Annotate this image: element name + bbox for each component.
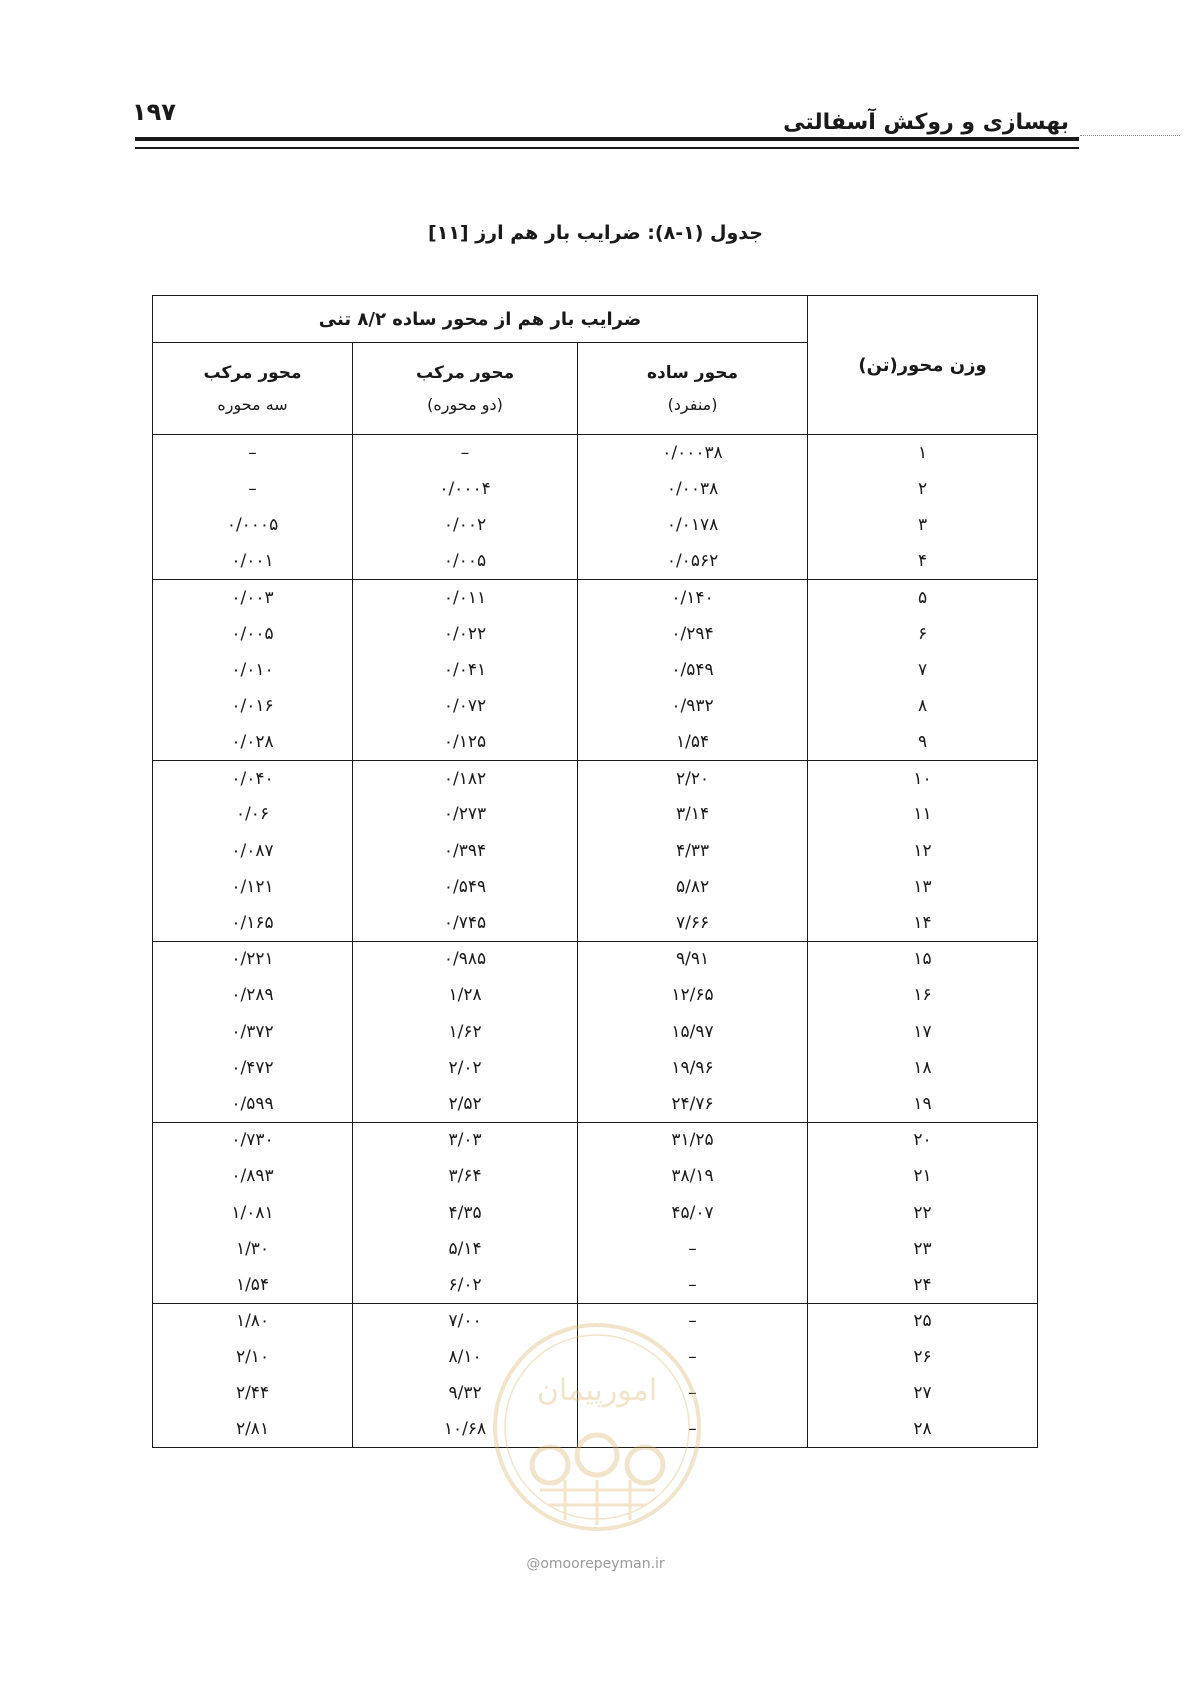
axle-weight-cell: ۱۵: [808, 941, 1038, 977]
tandem-axle-cell: ۱/۲۸: [353, 977, 578, 1013]
axle-weight-cell: ۹: [808, 724, 1038, 760]
table-row: [153, 543, 1038, 579]
axle-weight-cell: ۲۳: [808, 1231, 1038, 1267]
tandem-axle-cell: ۰/۰۰۰۴: [353, 471, 578, 507]
single-axle-header: [578, 343, 808, 435]
single-axle-cell: –: [578, 1412, 808, 1448]
table-row: [153, 471, 1038, 507]
single-axle-cell: ۹/۹۱: [578, 941, 808, 977]
axle-weight-cell: ۸: [808, 688, 1038, 724]
tandem-axle-cell: ۳/۶۴: [353, 1158, 578, 1194]
axle-weight-cell: ۲۴: [808, 1267, 1038, 1303]
tandem-axle-cell: ۳/۰۳: [353, 1122, 578, 1158]
table-row: [153, 507, 1038, 543]
axle-weight-cell: ۲۰: [808, 1122, 1038, 1158]
tandem-axle-cell: ۰/۰۱۱: [353, 579, 578, 615]
tridem-axle-cell: ۰/۰۶: [153, 796, 353, 832]
table-row: [153, 1158, 1038, 1194]
tridem-axle-cell: ۱/۸۰: [153, 1303, 353, 1339]
table-row: [153, 977, 1038, 1013]
watermark-site: @omoorepeyman.ir: [526, 1556, 665, 1572]
tridem-axle-cell: ۰/۰۰۳: [153, 579, 353, 615]
single-axle-cell: –: [578, 1231, 808, 1267]
tridem-axle-cell: ۲/۸۱: [153, 1412, 353, 1448]
axle-weight-cell: ۱۲: [808, 833, 1038, 869]
axle-weight-cell: ۱۶: [808, 977, 1038, 1013]
table-row: [153, 1122, 1038, 1158]
single-axle-cell: ۲/۲۰: [578, 760, 808, 796]
table-row: [153, 652, 1038, 688]
axle-weight-cell: ۵: [808, 579, 1038, 615]
table-row: [153, 1194, 1038, 1230]
single-axle-cell: ۰/۰۵۶۲: [578, 543, 808, 579]
table-row: [153, 579, 1038, 615]
axle-weight-cell: ۱: [808, 435, 1038, 471]
single-axle-cell: ۰/۱۴۰: [578, 579, 808, 615]
load-equivalency-table: [152, 295, 1038, 1448]
axle-weight-cell: ۲۵: [808, 1303, 1038, 1339]
tridem-axle-cell: ۰/۴۷۲: [153, 1050, 353, 1086]
single-axle-cell: ۷/۶۶: [578, 905, 808, 941]
axle-weight-cell: ۱۷: [808, 1014, 1038, 1050]
tandem-axle-cell: ۰/۰۲۲: [353, 615, 578, 651]
tridem-axle-cell: ۰/۵۹۹: [153, 1086, 353, 1122]
axle-weight-cell: ۱۳: [808, 869, 1038, 905]
single-axle-cell: ۱/۵۴: [578, 724, 808, 760]
equivalency-group-header: ضرایب بار هم از محور ساده ۸/۲ تنی: [153, 296, 808, 343]
single-axle-cell: –: [578, 1303, 808, 1339]
table-row: [153, 435, 1038, 471]
single-axle-cell: ۳۱/۲۵: [578, 1122, 808, 1158]
tandem-axle-cell: ۱/۶۲: [353, 1014, 578, 1050]
tandem-axle-note: (دو محوره): [427, 395, 503, 414]
tridem-axle-cell: ۰/۰۲۸: [153, 724, 353, 760]
single-axle-cell: ۰/۰۰۳۸: [578, 471, 808, 507]
tridem-axle-cell: ۲/۱۰: [153, 1339, 353, 1375]
tridem-axle-cell: ۱/۰۸۱: [153, 1194, 353, 1230]
axle-weight-header: وزن محور(تن): [808, 296, 1038, 435]
tandem-axle-cell: ۰/۰۴۱: [353, 652, 578, 688]
tridem-axle-cell: –: [153, 471, 353, 507]
single-axle-cell: ۳/۱۴: [578, 796, 808, 832]
table-row: [153, 615, 1038, 651]
tandem-axle-cell: ۵/۱۴: [353, 1231, 578, 1267]
table-row: [153, 1267, 1038, 1303]
tridem-axle-cell: ۰/۱۲۱: [153, 869, 353, 905]
tandem-axle-cell: ۱۰/۶۸: [353, 1412, 578, 1448]
tandem-axle-header: [353, 343, 578, 435]
table-row: [153, 796, 1038, 832]
axle-weight-cell: ۲: [808, 471, 1038, 507]
tandem-axle-cell: ۷/۰۰: [353, 1303, 578, 1339]
tridem-axle-cell: ۲/۴۴: [153, 1375, 353, 1411]
single-axle-cell: ۰/۰۱۷۸: [578, 507, 808, 543]
tandem-axle-cell: ۰/۳۹۴: [353, 833, 578, 869]
single-axle-cell: ۱۲/۶۵: [578, 977, 808, 1013]
single-axle-cell: ۰/۲۹۴: [578, 615, 808, 651]
tridem-axle-cell: ۰/۰۴۰: [153, 760, 353, 796]
single-axle-cell: ۰/۹۳۲: [578, 688, 808, 724]
tandem-axle-cell: ۰/۱۸۲: [353, 760, 578, 796]
tandem-axle-cell: ۹/۳۲: [353, 1375, 578, 1411]
single-axle-cell: ۰/۵۴۹: [578, 652, 808, 688]
tridem-axle-cell: ۰/۷۳۰: [153, 1122, 353, 1158]
tridem-axle-cell: ۰/۲۸۹: [153, 977, 353, 1013]
single-axle-title: محور ساده: [647, 363, 739, 383]
single-axle-cell: ۰/۰۰۰۳۸: [578, 435, 808, 471]
table-row: [153, 869, 1038, 905]
single-axle-cell: ۳۸/۱۹: [578, 1158, 808, 1194]
table-row: [153, 1412, 1038, 1448]
single-axle-cell: ۴/۳۳: [578, 833, 808, 869]
single-axle-note: (منفرد): [667, 395, 718, 414]
tridem-axle-cell: ۰/۲۲۱: [153, 941, 353, 977]
tridem-axle-cell: ۱/۵۴: [153, 1267, 353, 1303]
tridem-axle-cell: ۰/۸۹۳: [153, 1158, 353, 1194]
tandem-axle-cell: ۶/۰۲: [353, 1267, 578, 1303]
tridem-axle-header: [153, 343, 353, 435]
tridem-axle-note: سه محوره: [217, 395, 288, 414]
axle-weight-cell: ۱۴: [808, 905, 1038, 941]
single-axle-cell: ۱۹/۹۶: [578, 1050, 808, 1086]
axle-weight-cell: ۶: [808, 615, 1038, 651]
tridem-axle-cell: –: [153, 435, 353, 471]
table-body: [153, 435, 1038, 1448]
tandem-axle-cell: ۰/۷۴۵: [353, 905, 578, 941]
page-number: ۱۹۷: [132, 98, 176, 126]
tandem-axle-cell: ۲/۰۲: [353, 1050, 578, 1086]
table-row: [153, 1375, 1038, 1411]
tandem-axle-cell: ۰/۱۲۵: [353, 724, 578, 760]
axle-weight-cell: ۲۱: [808, 1158, 1038, 1194]
axle-weight-cell: ۲۷: [808, 1375, 1038, 1411]
axle-weight-cell: ۳: [808, 507, 1038, 543]
table-row: [153, 833, 1038, 869]
tridem-axle-cell: ۰/۰۰۵: [153, 615, 353, 651]
axle-weight-cell: ۴: [808, 543, 1038, 579]
single-axle-cell: ۱۵/۹۷: [578, 1014, 808, 1050]
tandem-axle-cell: ۰/۰۷۲: [353, 688, 578, 724]
tridem-axle-cell: ۱/۳۰: [153, 1231, 353, 1267]
tandem-axle-cell: ۲/۵۲: [353, 1086, 578, 1122]
axle-weight-cell: ۷: [808, 652, 1038, 688]
tandem-axle-cell: ۰/۰۰۵: [353, 543, 578, 579]
axle-weight-cell: ۱۱: [808, 796, 1038, 832]
table-row: [153, 760, 1038, 796]
table-row: [153, 1014, 1038, 1050]
table-row: [153, 1339, 1038, 1375]
tandem-axle-cell: ۸/۱۰: [353, 1339, 578, 1375]
table-caption: جدول (۱-۸): ضرایب بار هم ارز [۱۱]: [428, 222, 763, 244]
axle-weight-cell: ۱۸: [808, 1050, 1038, 1086]
table-row: [153, 905, 1038, 941]
tandem-axle-cell: ۴/۳۵: [353, 1194, 578, 1230]
single-axle-cell: –: [578, 1339, 808, 1375]
single-axle-cell: ۵/۸۲: [578, 869, 808, 905]
table-row: [153, 1303, 1038, 1339]
tridem-axle-cell: ۰/۳۷۲: [153, 1014, 353, 1050]
axle-weight-cell: ۲۸: [808, 1412, 1038, 1448]
tandem-axle-title: محور مرکب: [415, 363, 515, 383]
table-row: [153, 1086, 1038, 1122]
axle-weight-cell: ۱۰: [808, 760, 1038, 796]
header-rule-thick: [135, 137, 1079, 141]
table-row: [153, 724, 1038, 760]
tandem-axle-cell: ۰/۲۷۳: [353, 796, 578, 832]
tandem-axle-cell: ۰/۵۴۹: [353, 869, 578, 905]
table-row: [153, 941, 1038, 977]
tridem-axle-cell: ۰/۱۶۵: [153, 905, 353, 941]
tridem-axle-title: محور مرکب: [203, 363, 302, 383]
table-row: [153, 1231, 1038, 1267]
single-axle-cell: ۲۴/۷۶: [578, 1086, 808, 1122]
header-rule-thin: [135, 147, 1079, 149]
tridem-axle-cell: ۰/۰۱۰: [153, 652, 353, 688]
tridem-axle-cell: ۰/۰۰۱: [153, 543, 353, 579]
tridem-axle-cell: ۰/۰۰۰۵: [153, 507, 353, 543]
tandem-axle-cell: ۰/۰۰۲: [353, 507, 578, 543]
tridem-axle-cell: ۰/۰۸۷: [153, 833, 353, 869]
tandem-axle-cell: –: [353, 435, 578, 471]
single-axle-cell: –: [578, 1267, 808, 1303]
axle-weight-cell: ۲۶: [808, 1339, 1038, 1375]
axle-weight-cell: ۲۲: [808, 1194, 1038, 1230]
tandem-axle-cell: ۰/۹۸۵: [353, 941, 578, 977]
watermark-logo-text: امورپیمان: [536, 1373, 658, 1408]
axle-weight-cell: ۱۹: [808, 1086, 1038, 1122]
margin-mark: [1080, 135, 1180, 137]
single-axle-cell: –: [578, 1375, 808, 1411]
book-title: بهسازی و روکش آسفالتی: [783, 110, 1069, 135]
table-row: [153, 1050, 1038, 1086]
single-axle-cell: ۴۵/۰۷: [578, 1194, 808, 1230]
table-row: [153, 688, 1038, 724]
tridem-axle-cell: ۰/۰۱۶: [153, 688, 353, 724]
